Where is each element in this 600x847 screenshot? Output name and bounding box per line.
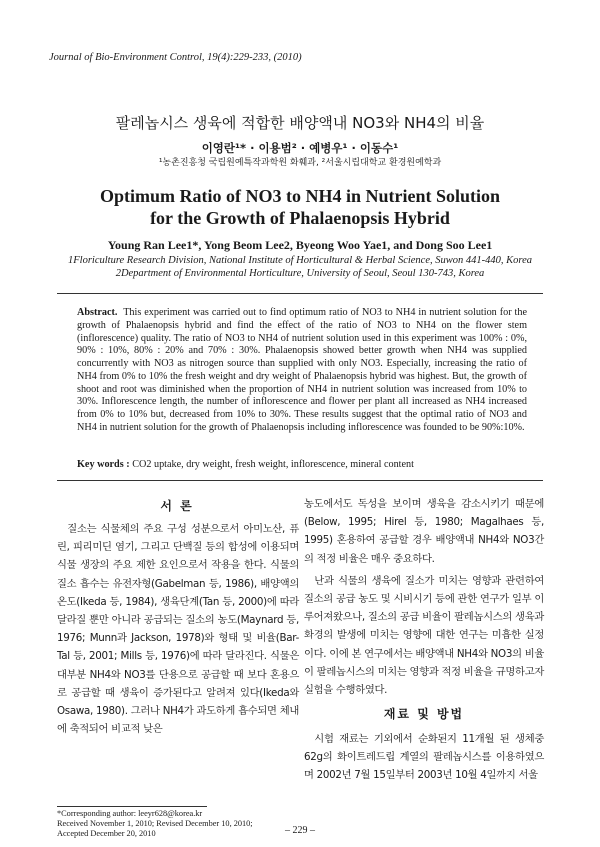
footnote-rule [57, 806, 207, 807]
right-column-text [304, 495, 544, 699]
english-title-line1: Optimum Ratio of NO3 to NH4 in Nutrient Solution [99, 186, 501, 206]
left-column-text [57, 520, 299, 738]
right-paragraph-1: 농도에서도 독성을 보이며 생육을 감소시키기 때문에 (Below, 1995; Hirel 등, 1980; Magalhaes 등, 1995) 혼용하여 공급할 경우 배양액내 NH4와 NO3간의 적정 비율은 매우 중요하다. [304, 498, 544, 565]
methods-paragraph: 시험 재료는 기외에서 순화된지 11개월 된 생체중 62g의 화이트레드립 계열의 팔레놉시스를 이용하였으며 2002년 7월 15일부터 2003년 10월 4일까지 서울 [304, 733, 544, 782]
korean-authors: 이영란¹* · 이용범² · 예병우¹ · 이동수¹ [201, 141, 399, 155]
affiliation-1: 1Floriculture Research Division, National Institute of Horticultural & Herbal Science, Suwon 441-440, Korea [68, 255, 532, 266]
journal-citation: Journal of Bio-Environment Control, 19(4):229-233, (2010) [49, 52, 302, 63]
abstract-text: This experiment was carried out to find optimum ratio of NO3 to NH4 in nutrient solution for the growth of Phalaenopsis hybrid and find the effect of the ratio of NO3 to NH4 on the flower stem (inflorescence) quality. The ratio of NO3 to NH4 of nutrient solution used in this experiment was 100% : 0%, 90% : 10%, 80% : 20% and 70% : 30%. Phalaenopsis showed better growth when NH4 was supplied concurrently with NO3 as nitrogen source than supplied with only NO3. Especially, increasing the ratio of NH4 from 0% to 10% the fresh weight and dry weight of Phalaenopsis hybrid was highest. But, the growth of shoot and root was diminished when the proportion of NH4 in nutrient solution was increased from 10% to 30%. Inflorescence length, the number of inflorescence and flower per plant all increased as NH4 increased from 0% to 10% but, decreased from 10% to 30%. These results suggest that the optimal ratio of NO3 and NH4 in nutrient solution for the growth of Phalaenopsis including inflorescence was founded to be 90%:10%. [77, 307, 527, 433]
abstract-bottom-rule [57, 480, 543, 481]
keywords-label: Key words : [77, 459, 130, 470]
received-dates: Received November 1, 2010; Revised December 10, 2010; [57, 819, 253, 828]
accepted-date: Accepted December 20, 2010 [57, 829, 156, 838]
methods-text [304, 730, 544, 785]
korean-title: 팔레놉시스 생육에 적합한 배양액내 NO3와 NH4의 비율 [115, 114, 485, 132]
section-heading-methods: 재료 및 방법 [383, 707, 465, 721]
introduction-paragraph: 질소는 식물체의 주요 구성 성분으로서 아미노산, 퓨린, 피리미딘 염기, 그리고 단백질 등의 합성에 이용되며 식물 생장의 주요 제한 요인으로서 작용을 한다. 식물의 질소 흡수는 유전자형(Gabelman 등, 1986), 배양액의 온도(Ikeda 등, 1984), 생육단계(Tan 등, 2000)에 따라 달라질 뿐만 아니라 공급되는 질소의 농도(Maynard 등, 1976; Munn과 Jackson, 1978)와 형태 및 비율(Bar-Tal 등, 2001; Mills 등, 1976)에 따라 달라진다. 식물은 대부분 NH4와 NO3를 단용으로 공급할 때 보다 혼용으로 공급할 때 생육이 증가된다고 알려져 있다(Ikeda와 Osawa, 1980). 그러나 NH4가 과도하게 흡수되면 체내에 축적되어 비교적 낮은 [57, 523, 299, 736]
page-number: – 229 – [285, 825, 315, 836]
right-paragraph-2: 난과 식물의 생육에 질소가 미치는 영향과 관련하여 질소의 공급 농도 및 시비시기 등에 관한 연구가 일부 이루어져왔으나, 질소의 공급 비율이 팔레놉시스의 생육과 화경의 발생에 미치는 영향에 대한 연구는 미흡한 실정이다. 이에 본 연구에서는 배양액내 NH4와 NO3의 비율이 팔레놉시스의 미치는 영향과 적정 비율을 규명하고자 실험을 수행하였다. [304, 574, 544, 697]
english-title-line2: for the Growth of Phalaenopsis Hybrid [150, 208, 450, 228]
corresponding-author: *Corresponding author: leeyr628@korea.kr [57, 809, 203, 818]
section-heading-introduction: 서 론 [160, 499, 194, 513]
abstract-top-rule [57, 293, 543, 294]
keywords [77, 459, 537, 470]
english-title [0, 185, 600, 229]
affiliation-2: 2Department of Environmental Horticulture, University of Seoul, Seoul 130-743, Korea [115, 268, 485, 279]
abstract-label: Abstract. [77, 307, 118, 318]
abstract [77, 307, 527, 435]
korean-affiliation: ¹농촌진흥청 국립원예특작과학원 화훼과, ²서울시립대학교 환경원예학과 [158, 158, 442, 168]
keywords-text: CO2 uptake, dry weight, fresh weight, inflorescence, mineral content [132, 459, 414, 470]
english-authors: Young Ran Lee1*, Yong Beom Lee2, Byeong Woo Yae1, and Dong Soo Lee1 [107, 238, 493, 252]
